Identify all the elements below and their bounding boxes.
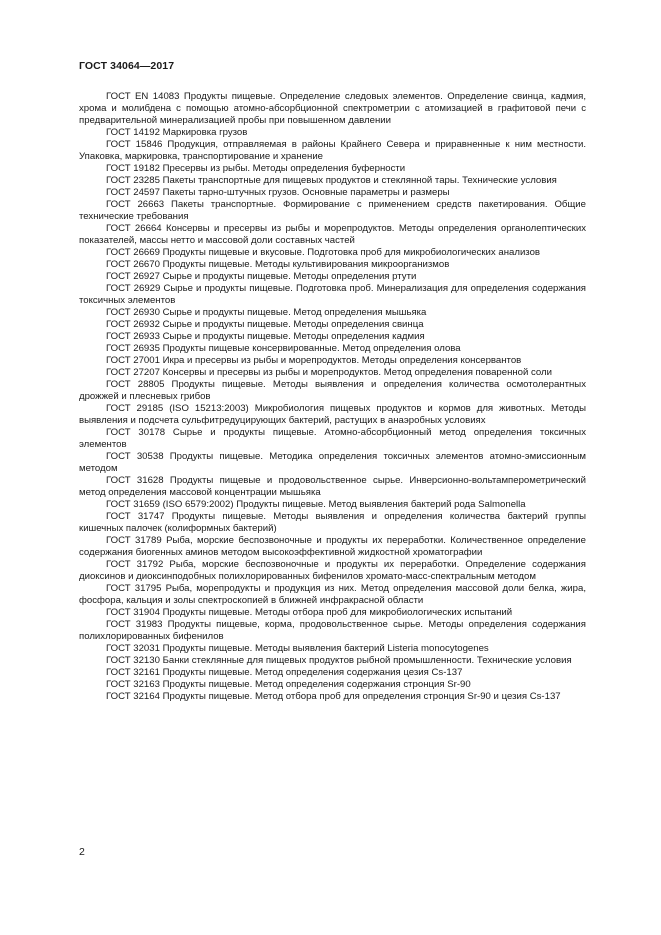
reference-item: ГОСТ 26932 Сырье и продукты пищевые. Методы определения свинца bbox=[106, 319, 424, 330]
reference-item: ГОСТ 23285 Пакеты транспортные для пищевых продуктов и стеклянной тары. Технические условия bbox=[106, 175, 557, 186]
reference-item: ГОСТ 14192 Маркировка грузов bbox=[106, 127, 248, 138]
page-number: 2 bbox=[79, 846, 85, 858]
reference-item: ГОСТ 32164 Продукты пищевые. Метод отбора проб для определения стронция Sr-90 и цезия Cs-137 bbox=[106, 691, 561, 702]
reference-item: ГОСТ 31904 Продукты пищевые. Методы отбора проб для микробиологических испытаний bbox=[106, 607, 513, 618]
reference-item: ГОСТ 26664 Консервы и пресервы из рыбы и морепродуктов. Методы определения органолептических показателей, массы нетто и массовой доли составных частей bbox=[79, 223, 586, 246]
reference-item: ГОСТ 29185 (ISO 15213:2003) Микробиология пищевых продуктов и кормов для животных. Методы выявления и подсчета сульфитредуцирующих бактерий, растущих в анаэробных условиях bbox=[79, 403, 586, 426]
normative-references-list bbox=[79, 91, 586, 703]
reference-item: ГОСТ 30538 Продукты пищевые. Методика определения токсичных элементов атомно-эмиссионным методом bbox=[79, 451, 586, 474]
reference-item: ГОСТ 26669 Продукты пищевые и вкусовые. Подготовка проб для микробиологических анализов bbox=[106, 247, 541, 258]
reference-item: ГОСТ 26670 Продукты пищевые. Методы культивирования микроорганизмов bbox=[106, 259, 450, 270]
reference-item: ГОСТ 26935 Продукты пищевые консервированные. Метод определения олова bbox=[106, 343, 461, 354]
reference-item: ГОСТ 31789 Рыба, морские беспозвоночные и продукты их переработки. Количественное определение содержания биогенных аминов методом высокоэффективной жидкостной хроматографии bbox=[79, 535, 586, 558]
reference-item: ГОСТ 24597 Пакеты тарно-штучных грузов. Основные параметры и размеры bbox=[106, 187, 450, 198]
reference-item: ГОСТ 27207 Консервы и пресервы из рыбы и морепродуктов. Метод определения поваренной соли bbox=[106, 367, 553, 378]
reference-item: ГОСТ 27001 Икра и пресервы из рыбы и морепродуктов. Методы определения консервантов bbox=[106, 355, 522, 366]
reference-item: ГОСТ 32163 Продукты пищевые. Метод определения содержания стронция Sr-90 bbox=[106, 679, 471, 690]
reference-item: ГОСТ 32031 Продукты пищевые. Методы выявления бактерий Listeria monocytogenes bbox=[106, 643, 489, 654]
reference-item: ГОСТ 26933 Сырье и продукты пищевые. Методы определения кадмия bbox=[106, 331, 425, 342]
document-header: ГОСТ 34064—2017 bbox=[79, 60, 175, 72]
reference-item: ГОСТ 30178 Сырье и продукты пищевые. Атомно-абсорбционный метод определения токсичных элементов bbox=[79, 427, 586, 450]
reference-item: ГОСТ 26663 Пакеты транспортные. Формирование с применением средств пакетирования. Общие технические требования bbox=[79, 199, 586, 222]
reference-item: ГОСТ 32130 Банки стеклянные для пищевых продуктов рыбной промышленности. Технические условия bbox=[106, 655, 572, 666]
reference-item: ГОСТ 26930 Сырье и продукты пищевые. Метод определения мышьяка bbox=[106, 307, 427, 318]
reference-item: ГОСТ 26927 Сырье и продукты пищевые. Методы определения ртути bbox=[106, 271, 417, 282]
reference-item: ГОСТ 31628 Продукты пищевые и продовольственное сырье. Инверсионно-вольтамперометрический метод определения массовой концентрации мышьяка bbox=[79, 475, 586, 498]
reference-item: ГОСТ 19182 Пресервы из рыбы. Методы определения буферности bbox=[106, 163, 406, 174]
reference-item: ГОСТ 31983 Продукты пищевые, корма, продовольственное сырье. Методы определения содержания полихлорированных бифенилов bbox=[79, 619, 586, 642]
reference-item: ГОСТ 31795 Рыба, морепродукты и продукция из них. Метод определения массовой доли белка, жира, фосфора, кальция и золы спектроскопией в ближней инфракрасной области bbox=[79, 583, 586, 606]
reference-item: ГОСТ 15846 Продукция, отправляемая в районы Крайнего Севера и приравненные к ним местности. Упаковка, маркировка, транспортирование и хранение bbox=[79, 139, 586, 162]
reference-item: ГОСТ 32161 Продукты пищевые. Метод определения содержания цезия Cs-137 bbox=[106, 667, 463, 678]
reference-item: ГОСТ EN 14083 Продукты пищевые. Определение следовых элементов. Определение свинца, кадмия, хрома и молибдена с помощью атомно-абсорбционной спектрометрии с атомизацией в графитовой печи с предварительной минерализацией пробы при повышенном давлении bbox=[79, 91, 586, 126]
reference-item: ГОСТ 31792 Рыба, морские беспозвоночные и продукты их переработки. Определение содержания диоксинов и диоксинподобных полихлорированных бифенилов хромато-масс-спектральным методом bbox=[79, 559, 586, 582]
reference-item: ГОСТ 26929 Сырье и продукты пищевые. Подготовка проб. Минерализация для определения содержания токсичных элементов bbox=[79, 283, 586, 306]
reference-item: ГОСТ 31659 (ISO 6579:2002) Продукты пищевые. Метод выявления бактерий рода Salmonella bbox=[106, 499, 526, 510]
reference-item: ГОСТ 28805 Продукты пищевые. Методы выявления и определения количества осмотолерантных дрожжей и плесневых грибов bbox=[79, 379, 586, 402]
reference-item: ГОСТ 31747 Продукты пищевые. Методы выявления и определения количества бактерий группы кишечных палочек (колиформных бактерий) bbox=[79, 511, 586, 534]
